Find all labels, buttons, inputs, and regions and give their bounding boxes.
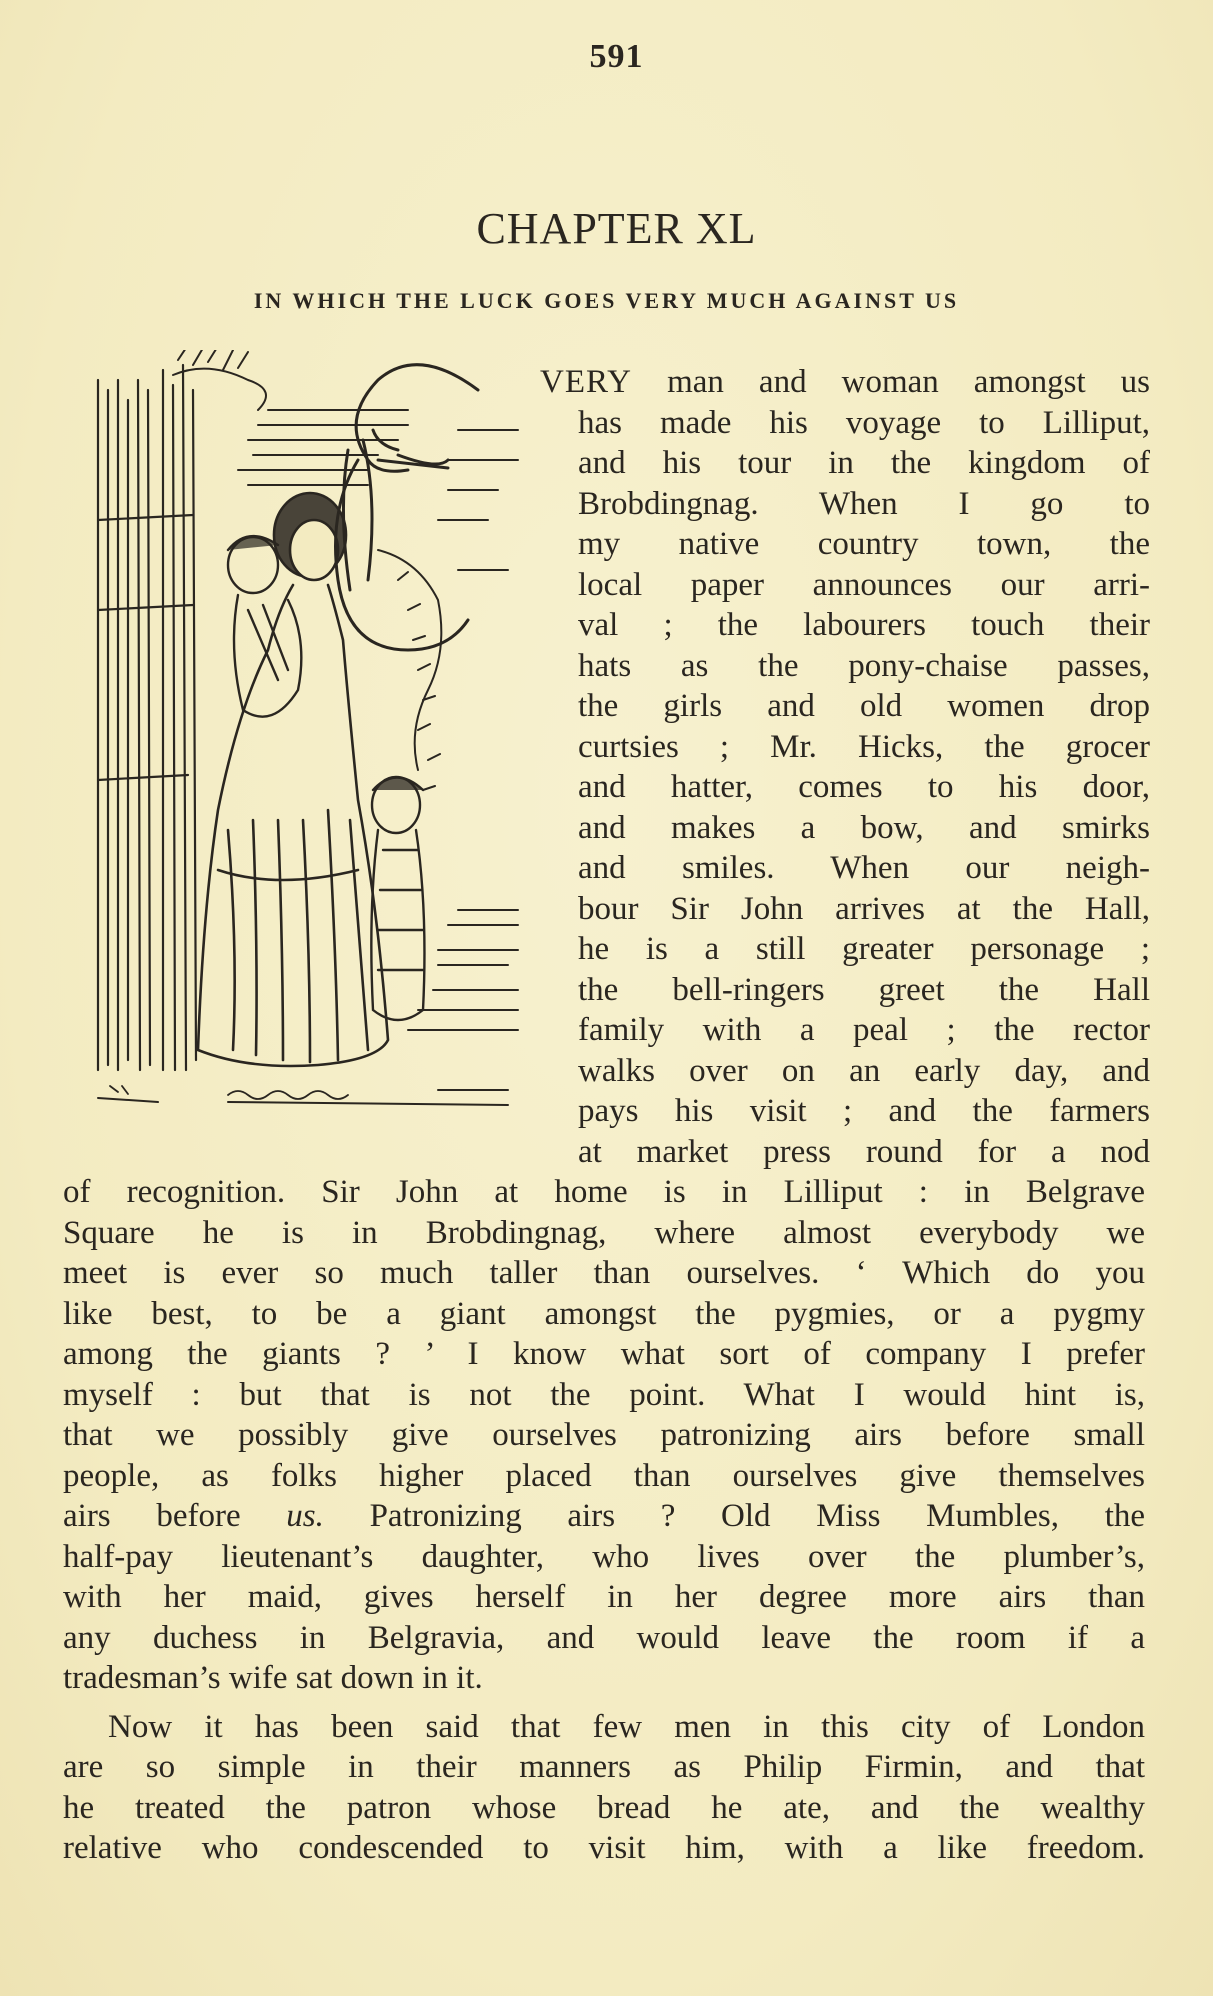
text-line: of recognition. Sir John at home is in Lilliput : in Belgrave — [63, 1174, 1145, 1210]
text-line: among the giants ? ’ I know what sort of company I prefer — [63, 1336, 1145, 1372]
text-line: with her maid, gives herself in her degree more airs than — [63, 1579, 1145, 1615]
text-line: any duchess in Belgravia, and would leave the room if a — [63, 1620, 1145, 1656]
text-line: tradesman’s wife sat down in it. — [63, 1660, 483, 1696]
text-line: and makes a bow, and smirks — [578, 810, 1150, 846]
text-line: relative who condescended to visit him, with a like freedom. — [63, 1830, 1145, 1866]
text-line: family with a peal ; the rector — [578, 1012, 1150, 1048]
text-line: VERY man and woman amongst us — [540, 364, 1151, 400]
text-line: has made his voyage to Lilliput, — [578, 405, 1150, 441]
text-line: people, as folks higher placed than ourselves give themselves — [63, 1458, 1145, 1494]
text-line: myself : but that is not the point. What I would hint is, — [63, 1377, 1145, 1413]
text-line: Now it has been said that few men in this city of London — [108, 1709, 1145, 1745]
text-line: Square he is in Brobdingnag, where almost everybody we — [63, 1215, 1145, 1251]
text-line: half-pay lieutenant’s daughter, who lives over the plumber’s, — [63, 1539, 1145, 1575]
text-line: and his tour in the kingdom of — [578, 445, 1150, 481]
page-number: 591 — [589, 38, 644, 75]
text-line: hats as the pony-chaise passes, — [578, 648, 1150, 684]
text-line: and smiles. When our neigh- — [578, 850, 1150, 886]
text-line: val ; the labourers touch their — [578, 607, 1150, 643]
lead-word: VERY — [540, 364, 633, 400]
text-line: like best, to be a giant amongst the pygmies, or a pygmy — [63, 1296, 1145, 1332]
text-line: my native country town, the — [578, 526, 1150, 562]
text-line: meet is ever so much taller than ourselves. ‘ Which do you — [63, 1255, 1145, 1291]
text-line: local paper announces our arri- — [578, 567, 1150, 603]
text-line: walks over on an early day, and — [578, 1053, 1150, 1089]
text-line: airs before us. Patronizing airs ? Old Miss Mumbles, the — [63, 1498, 1146, 1534]
text-line: are so simple in their manners as Philip Firmin, and that — [63, 1749, 1145, 1785]
text-line: bour Sir John arrives at the Hall, — [578, 891, 1150, 927]
text-line: and hatter, comes to his door, — [578, 769, 1150, 805]
text-line: Brobdingnag. When I go to — [578, 486, 1150, 522]
text-line: the bell-ringers greet the Hall — [578, 972, 1150, 1008]
text-line: that we possibly give ourselves patronizing airs before small — [63, 1417, 1145, 1453]
chapter-subtitle: IN WHICH THE LUCK GOES VERY MUCH AGAINST US — [253, 288, 960, 313]
text-line: he treated the patron whose bread he ate, and the wealthy — [63, 1790, 1145, 1826]
text-line: the girls and old women drop — [578, 688, 1150, 724]
text-line: at market press round for a nod — [578, 1134, 1150, 1170]
text-line: pays his visit ; and the farmers — [578, 1093, 1150, 1129]
text-line: he is a still greater personage ; — [578, 931, 1150, 967]
chapter-title: CHAPTER XL — [476, 204, 757, 253]
emphasis-us: us. — [286, 1498, 324, 1534]
text-line: curtsies ; Mr. Hicks, the grocer — [578, 729, 1150, 765]
